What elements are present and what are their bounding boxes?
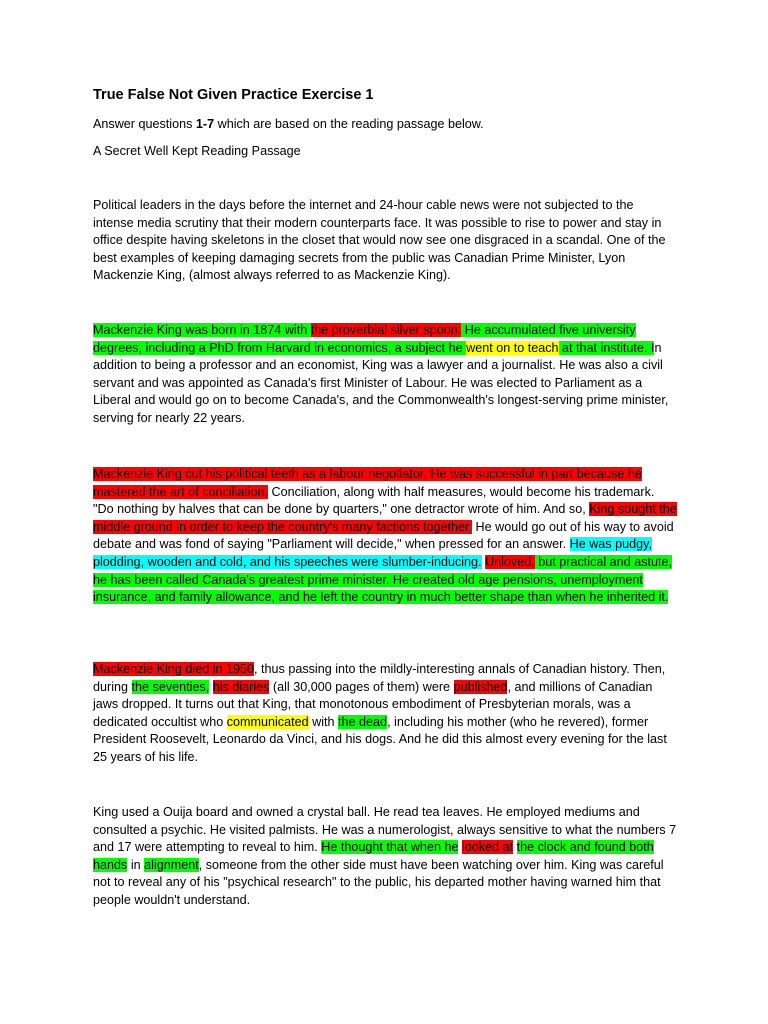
- highlight-red: Mackenzie King died in 1950: [93, 662, 255, 676]
- document-title: True False Not Given Practice Exercise 1: [93, 87, 374, 103]
- highlight-red: published: [453, 679, 508, 694]
- highlight-green: but practical and astute, he has been called Canada's greatest prime minister. He created old age pensions, unemployment insurance, and family allowance, and he left the country in much better shape than when he inherited it.: [93, 554, 672, 605]
- highlight-green: He accumulated five university degrees, including a PhD from Harvard in economics, a subject he: [93, 323, 636, 355]
- highlight-red: Mackenzie King cut his political teeth as a labour negotiator. He was successful in part because he mastered the art of conciliation.: [93, 467, 642, 499]
- text-run: in: [127, 857, 145, 872]
- highlight-yellow: communicated: [226, 714, 309, 729]
- passage-paragraph-5: [93, 804, 677, 910]
- instructions-line: [93, 117, 484, 131]
- highlight-cyan: He was pudgy, plodding, wooden and cold, and his speeches were slumber-inducing.: [93, 537, 652, 569]
- highlight-red: Unloved,: [485, 554, 535, 569]
- text-run: n addition to being a professor and an economist, King was a lawyer and a journalist. He was also a civil servant and was appointed as Canada's first Minister of Labour. He was elected to Parliament as a Liberal and would go on to become Canada's, and the Commonwealth's longest-serving prime minister, serving for nearly 22 years.: [93, 340, 669, 425]
- instructions-text-before: Answer questions: [93, 117, 196, 131]
- highlight-green: the dead: [338, 714, 388, 729]
- text-run: , and millions of Canadian jaws dropped. It turns out that King, that monotonous embodiment of Presbyterian morals, was a dedicated occultist who: [93, 679, 653, 729]
- text-run: Political leaders in the days before the internet and 24-hour cable news were not subjected to the intense media scrutiny that their modern counterparts face. It was possible to rise to power and stay in office despite having skeletons in the closet that would now see one disgraced in a scandal. One of the best examples of keeping damaging secrets from the public was Canadian Prime Minister, Lyon Mackenzie King, (almost always referred to as Mackenzie King).: [93, 198, 666, 283]
- highlight-green: the clock and found both: [516, 840, 654, 855]
- text-run: He would go out of his way to avoid debate and was fond of saying "Parliament will decide," when pressed for an answer.: [93, 519, 674, 552]
- highlight-red: his diaries: [212, 679, 270, 694]
- text-run: King used a Ouija board and owned a crystal ball. He read tea leaves. He employed mediums and consulted a psychic. He visited palmists. He was a numerologist, always sensitive to what the numbers 7 and 17 were attempting to reveal to him.: [93, 805, 677, 855]
- highlight-green: at that institute. I: [558, 340, 655, 355]
- highlight-red: King sought the middle ground in order to keep the country's many factions together.: [93, 502, 677, 534]
- text-run: (all 30,000 pages of them) were: [269, 679, 454, 694]
- text-run: , someone from the other side must have been watching over him. King was careful not to reveal any of his "psychical research" to the public, his departed mother having warned him that people wouldn't understand.: [93, 857, 664, 907]
- highlight-green: hands: [93, 857, 128, 872]
- text-run: Conciliation, along with half measures, would become his trademark. "Do nothing by halves that can be done by quarters," one detractor wrote of him. And so,: [93, 484, 655, 517]
- instructions-question-range: 1-7: [195, 117, 215, 131]
- passage-paragraph-4: [93, 661, 677, 767]
- highlight-green: He thought that when he: [321, 840, 459, 855]
- highlight-green: alignment: [144, 857, 199, 872]
- instructions-text-after: which are based on the reading passage below.: [214, 117, 484, 131]
- highlight-yellow: went on to teach: [466, 340, 559, 355]
- text-run: , thus passing into the mildly-interesting annals of Canadian history. Then, during: [93, 662, 666, 694]
- passage-subtitle: A Secret Well Kept Reading Passage: [93, 144, 301, 158]
- text-run: , including his mother (who he revered), former President Roosevelt, Leonardo da Vinci, and his dogs. And he did this almost every evening for the last 25 years of his life.: [93, 714, 667, 764]
- highlight-red: the proverbial silver spoon.: [310, 323, 462, 337]
- passage-paragraph-3: [93, 466, 677, 607]
- passage-paragraph-1: [93, 197, 677, 285]
- highlight-green: Mackenzie King was born in 1874 with: [93, 323, 311, 337]
- passage-paragraph-2: [93, 322, 677, 428]
- highlight-red: looked at: [461, 840, 514, 855]
- highlight-green: the seventies,: [131, 679, 210, 694]
- text-run: with: [308, 714, 339, 729]
